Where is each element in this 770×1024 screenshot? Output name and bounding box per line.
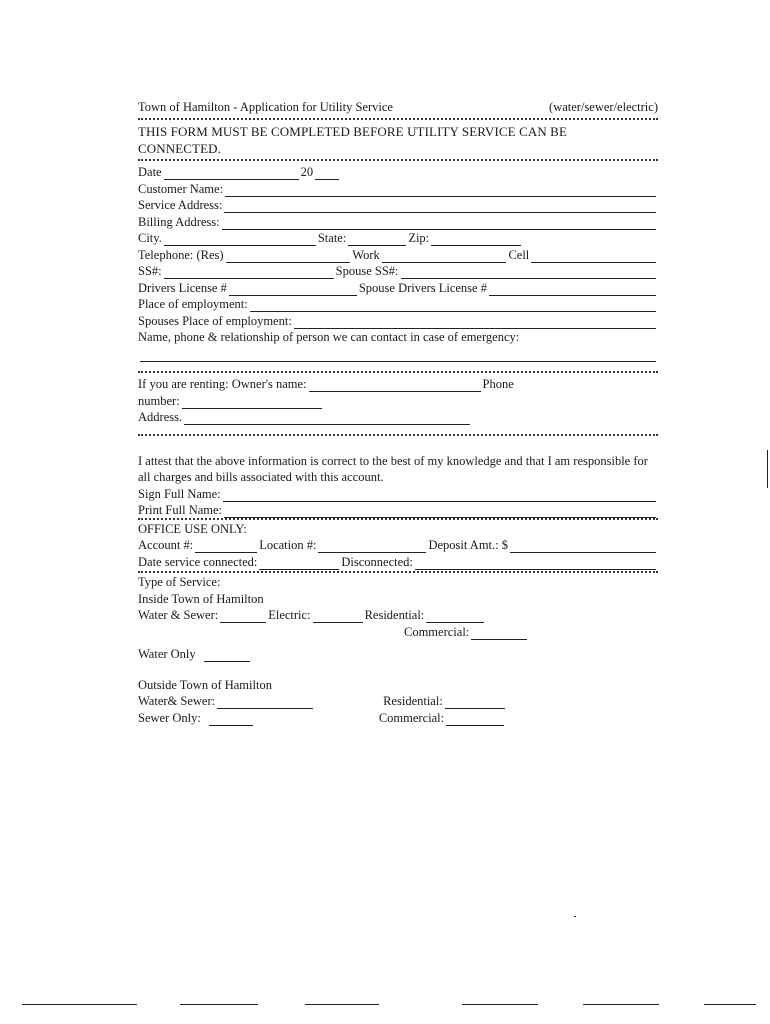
residential-label: Residential:	[364, 608, 425, 622]
inside-commercial-row	[138, 623, 658, 640]
water-only-row	[138, 646, 658, 663]
drivers-license-label: Drivers License #	[138, 280, 227, 295]
sign-name-row	[138, 485, 658, 502]
cell-phone-field[interactable]	[531, 251, 656, 263]
footer-line	[462, 1004, 538, 1005]
ss-label: SS#:	[138, 264, 162, 278]
account-row	[138, 537, 658, 554]
owner-name-field[interactable]	[309, 380, 481, 392]
inside-town-row	[138, 590, 658, 607]
notice-text-2: CONNECTED.	[138, 140, 221, 156]
electric-field[interactable]	[313, 611, 363, 623]
billing-address-label: Billing Address:	[138, 214, 220, 229]
cell-label: Cell	[508, 247, 530, 262]
scan-edge-mark	[767, 450, 768, 488]
emergency-contact-field[interactable]	[140, 350, 656, 362]
inside-services-row	[138, 607, 658, 624]
electric-label: Electric:	[268, 608, 311, 622]
type-service-row	[138, 574, 658, 591]
date-connected-label: Date service connected:	[138, 554, 258, 569]
date-year-field[interactable]	[315, 168, 339, 180]
sewer-only-label: Sewer Only:	[138, 710, 201, 725]
inside-town-label: Inside Town of Hamilton	[138, 591, 264, 606]
water-only-field[interactable]	[204, 650, 250, 662]
owner-address-label: Address.	[138, 410, 183, 424]
ss-field[interactable]	[164, 267, 334, 279]
place-employment-label: Place of employment:	[138, 297, 248, 311]
owner-number-field[interactable]	[182, 397, 322, 409]
disconnected-field[interactable]	[415, 558, 656, 570]
sign-name-field[interactable]	[223, 490, 656, 502]
service-address-label: Service Address:	[138, 198, 223, 212]
ss-row	[138, 263, 658, 280]
office-heading-row	[138, 520, 658, 537]
date-year-label: 20	[300, 165, 314, 179]
outside-commercial-label: Commercial:	[378, 710, 445, 725]
water-only-label: Water Only	[138, 647, 196, 661]
print-name-label: Print Full Name:	[138, 503, 223, 517]
divider	[138, 434, 658, 436]
customer-name-label: Customer Name:	[138, 181, 224, 196]
scan-speck	[574, 916, 576, 917]
disconnected-label: Disconnected:	[341, 554, 413, 569]
zip-label: Zip:	[408, 231, 430, 245]
work-label: Work	[352, 247, 380, 262]
form-title: Town of Hamilton - Application for Utility Service	[138, 99, 393, 114]
commercial-label: Commercial:	[404, 624, 470, 639]
date-label: Date	[138, 165, 162, 179]
outside-town-label: Outside Town of Hamilton	[138, 677, 272, 692]
date-connected-row	[138, 553, 658, 570]
telephone-res-label: Telephone: (Res)	[138, 247, 224, 262]
service-types: (water/sewer/electric)	[549, 99, 658, 114]
deposit-field[interactable]	[510, 541, 656, 553]
outside-residential-label: Residential:	[383, 694, 443, 708]
owner-address-field[interactable]	[184, 413, 470, 425]
notice-text-1: THIS FORM MUST BE COMPLETED BEFORE UTILITY SERVICE CAN BE	[138, 124, 567, 139]
outside-commercial-field[interactable]	[446, 714, 504, 726]
footer-line	[305, 1004, 379, 1005]
water-sewer-field[interactable]	[220, 611, 266, 623]
spouse-drivers-license-label: Spouse Drivers License #	[358, 280, 487, 295]
place-employment-field[interactable]	[250, 300, 656, 312]
customer-name-row	[138, 180, 658, 197]
outside-residential-field[interactable]	[445, 697, 505, 709]
notice-line-1	[138, 123, 658, 140]
drivers-license-field[interactable]	[229, 284, 357, 296]
spouse-ss-field[interactable]	[401, 267, 656, 279]
drivers-license-row	[138, 279, 658, 296]
print-name-row	[138, 502, 658, 519]
employment-row	[138, 296, 658, 313]
owner-phone-label: Phone	[482, 377, 514, 391]
owner-number-label: number:	[138, 393, 180, 408]
footer-line	[180, 1004, 258, 1005]
sign-name-label: Sign Full Name:	[138, 486, 221, 501]
location-label: Location #:	[259, 538, 317, 552]
footer-line	[704, 1004, 756, 1005]
service-address-row	[138, 197, 658, 214]
type-service-label: Type of Service:	[138, 575, 221, 589]
notice-line-2	[138, 139, 658, 156]
city-field[interactable]	[164, 234, 316, 246]
footer-line	[583, 1004, 659, 1005]
outside-water-sewer-label: Water& Sewer:	[138, 694, 216, 708]
city-label: City.	[138, 231, 162, 245]
divider	[138, 118, 658, 120]
work-phone-field[interactable]	[382, 251, 507, 263]
location-field[interactable]	[318, 541, 426, 553]
emergency-contact-label: Name, phone & relationship of person we can contact in case of emergency:	[138, 330, 520, 344]
divider	[138, 159, 658, 161]
spouse-employment-label: Spouses Place of employment:	[138, 313, 292, 328]
water-sewer-label: Water & Sewer:	[138, 608, 219, 622]
office-heading: OFFICE USE ONLY:	[138, 521, 247, 536]
attest-statement: I attest that the above information is correct to the best of my knowledge and that I am responsible for all charges and bills associated with this account.	[138, 454, 648, 484]
outside-water-sewer-field[interactable]	[217, 697, 313, 709]
zip-field[interactable]	[431, 234, 521, 246]
telephone-row	[138, 246, 658, 263]
outside-town-row	[138, 676, 658, 693]
account-field[interactable]	[195, 541, 257, 553]
spouse-ss-label: Spouse SS#:	[335, 264, 399, 278]
service-address-field[interactable]	[224, 201, 656, 213]
divider	[138, 371, 658, 373]
commercial-field[interactable]	[471, 628, 527, 640]
divider	[138, 571, 658, 573]
owner-number-row	[138, 392, 658, 409]
billing-address-row	[138, 213, 658, 230]
customer-name-field[interactable]	[225, 185, 656, 197]
print-name-field[interactable]	[224, 506, 656, 518]
spouse-employment-row	[138, 312, 658, 329]
account-label: Account #:	[138, 538, 194, 552]
residential-field[interactable]	[426, 611, 484, 623]
footer-line	[22, 1004, 137, 1005]
deposit-label: Deposit Amt.: $	[428, 538, 509, 552]
state-label: State:	[317, 231, 347, 245]
emergency-contact-row	[138, 329, 658, 346]
date-field[interactable]	[164, 168, 299, 180]
owner-address-row	[138, 409, 658, 426]
form-title-row	[138, 98, 658, 115]
utility-application-form	[138, 98, 658, 726]
sewer-only-row	[138, 709, 658, 726]
owner-name-row	[138, 376, 658, 393]
billing-address-field[interactable]	[222, 218, 656, 230]
emergency-contact-line	[138, 345, 658, 362]
owner-name-label: If you are renting: Owner's name:	[138, 377, 307, 391]
outside-water-sewer-row	[138, 693, 658, 710]
telephone-res-field[interactable]	[226, 251, 351, 263]
sewer-only-field[interactable]	[209, 714, 253, 726]
state-field[interactable]	[348, 234, 406, 246]
date-connected-field[interactable]	[259, 558, 339, 570]
date-row	[138, 164, 658, 181]
spouse-employment-field[interactable]	[294, 317, 656, 329]
city-state-zip-row	[138, 230, 658, 247]
spouse-drivers-license-field[interactable]	[489, 284, 656, 296]
